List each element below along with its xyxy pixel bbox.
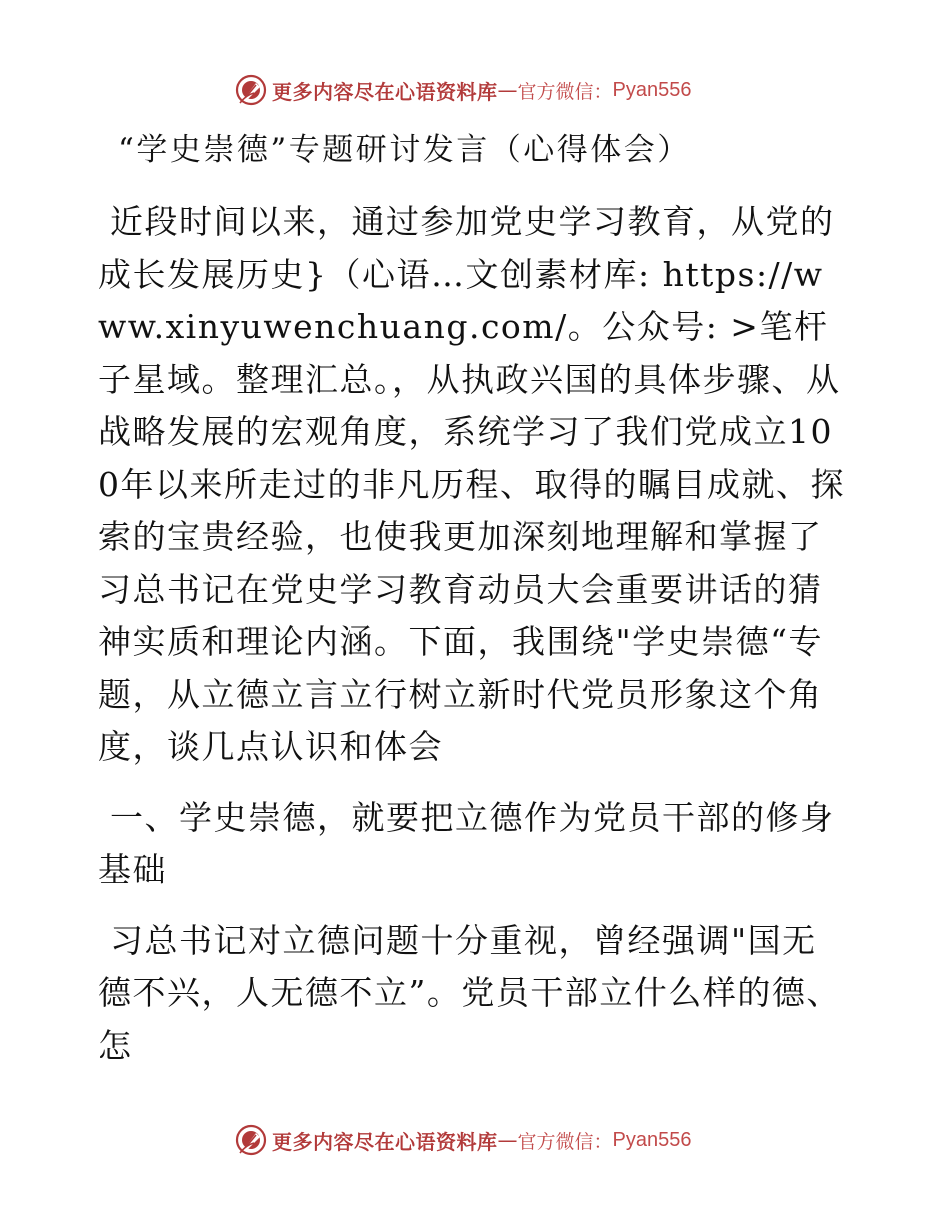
banner-wechat-id: Pyan556 [612, 1128, 692, 1151]
banner-wechat-label: 官方微信： [517, 1130, 613, 1153]
banner-text: 更多内容尽在心语资料库 [272, 1129, 498, 1154]
pen-nib-logo-icon [234, 73, 268, 107]
banner-separator: — [497, 78, 518, 102]
paragraph-section-1: 习总书记对立德问题十分重视，曾经强调"国无德不兴，人无德不立”。党员干部立什么样的德、怎 [98, 920, 841, 1065]
banner-wechat-label: 官方微信： [517, 80, 613, 103]
pen-nib-logo-icon [234, 1123, 268, 1157]
banner-separator: — [497, 1128, 518, 1152]
document-body [98, 196, 850, 1072]
header-banner [234, 70, 691, 110]
banner-text: 更多内容尽在心语资料库 [272, 79, 498, 104]
document-title: “学史崇德”专题研讨发言（心得体会） [118, 132, 691, 168]
footer-banner [234, 1120, 691, 1160]
paragraph-intro: 近段时间以来，通过参加党史学习教育，从党的成长发展历史}（心语…文创素材库: https://www.xinyuwenchuang.com/。公众号: >笔杆子星域。整理汇总。，从执政兴国的具体步骤、从战略发展的宏观角度，系统学习了我们党成立100年以来所走过的非凡历程、取得的瞩目成就、探索的宝贵经验，也使我更加深刻地理解和掌握了习总书记在党史学习教育动员大会重要讲话的猜神实质和理论内涵。下面，我围绕"学史崇德“专题，从立德立言立行树立新时代党员形象这个角度，谈几点认识和体会 [98, 202, 845, 766]
section-heading-1: 一、学史崇德，就要把立德作为党员干部的修身基础 [98, 797, 835, 889]
banner-wechat-id: Pyan556 [612, 78, 692, 101]
